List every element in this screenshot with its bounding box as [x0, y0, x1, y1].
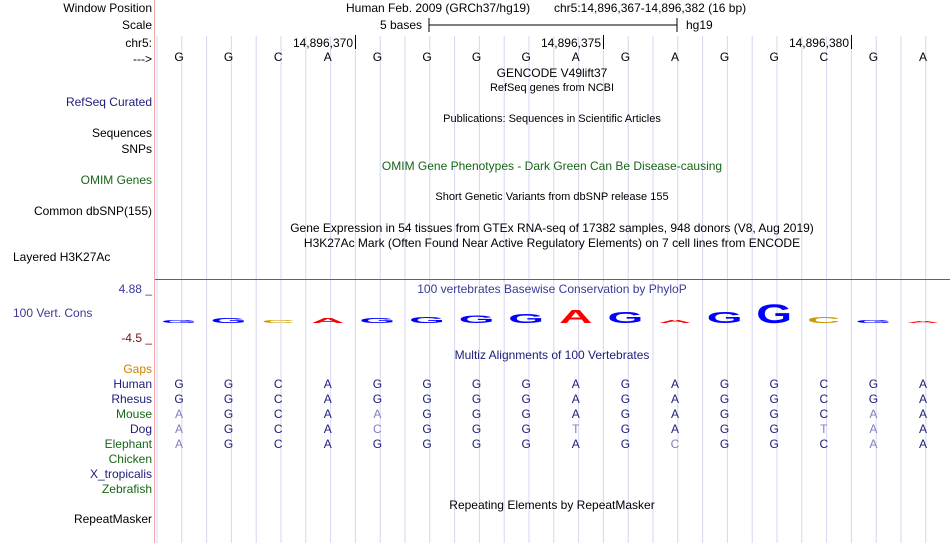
logo-letter: G [210, 316, 247, 325]
logo-letter: C [807, 315, 841, 326]
alignment-base: G [223, 437, 234, 451]
alignment-base: G [521, 392, 531, 406]
species-label-human[interactable]: Human [113, 377, 152, 391]
alignment-base: G [719, 422, 730, 436]
alignment-base: G [174, 392, 184, 406]
alignment-base: G [719, 407, 730, 421]
alignment-base: G [422, 392, 432, 406]
chrom-label: chr5: [125, 36, 152, 50]
alignment-base: C [819, 407, 829, 421]
alignment-base: C [670, 437, 680, 451]
snps-track-label[interactable]: SNPs [121, 142, 152, 156]
alignment-base: A [670, 422, 680, 436]
alignment-base: G [719, 392, 730, 406]
alignment-base: G [769, 392, 779, 406]
alignment-base: A [918, 392, 928, 406]
alignment-base: A [918, 422, 928, 436]
alignment-base: A [670, 392, 680, 406]
species-label-x_tropicalis[interactable]: X_tropicalis [89, 467, 152, 481]
alignment-base: C [819, 377, 829, 391]
logo-letter: G [756, 299, 793, 330]
conservation-logo [155, 298, 950, 334]
alignment-base: A [670, 377, 680, 391]
alignment-base: C [273, 377, 283, 391]
alignment-base: G [521, 407, 531, 421]
alignment-base: C [819, 437, 829, 451]
logo-letter: G [458, 313, 495, 326]
dbsnp-track-title: Short Genetic Variants from dbSNP release 155 [435, 191, 669, 203]
scale-bar-text: 5 bases [380, 18, 423, 32]
alignment-base: G [719, 377, 730, 391]
alignment-base: G [719, 437, 730, 451]
omim-track-label[interactable]: OMIM Genes [80, 173, 152, 187]
reference-base: G [769, 50, 779, 64]
ruler-tick-mark [851, 35, 852, 49]
alignment-base: A [174, 437, 184, 451]
conservation-track-title: 100 vertebrates Basewise Conservation by PhyloP [417, 282, 687, 296]
alignment-base: G [769, 377, 779, 391]
gtex-track-title: Gene Expression in 54 tissues from GTEx RNA-seq of 17382 samples, 948 donors (V8, Aug 2019) [290, 221, 814, 235]
strand-arrow-label[interactable]: ---> [133, 52, 152, 66]
alignment-base: G [620, 422, 631, 436]
cons-min-value: -4.5 _ [121, 331, 152, 345]
alignment-base: G [521, 437, 531, 451]
cons-track-label[interactable]: 100 Vert. Cons [13, 306, 93, 320]
h3k27ac-track-title: H3K27Ac Mark (Often Found Near Active Regulatory Elements) on 7 cell lines from ENCODE [303, 236, 801, 250]
assembly-title: Human Feb. 2009 (GRCh37/hg19) [346, 1, 531, 15]
alignment-base: A [323, 437, 332, 451]
alignment-base: C [819, 392, 829, 406]
alignment-base: A [571, 392, 580, 406]
ruler-tick-label: 14,896,370 [292, 36, 353, 50]
alignment-base: G [223, 377, 234, 391]
alignment-base: G [422, 422, 432, 436]
alignment-base: C [273, 392, 283, 406]
alignment-base: G [620, 377, 631, 391]
alignment-base: T [572, 422, 580, 436]
alignment-base: A [323, 377, 332, 391]
label-divider [154, 0, 155, 543]
alignment-base: G [372, 377, 383, 391]
species-label-mouse[interactable]: Mouse [115, 407, 152, 421]
logo-letter: G [508, 311, 545, 327]
scale-db-text: hg19 [686, 18, 713, 32]
ruler-tick-label: 14,896,380 [788, 36, 849, 50]
reference-base: C [273, 50, 283, 64]
publications-track-title: Publications: Sequences in Scientific Articles [443, 113, 661, 125]
alignment-base: G [471, 392, 482, 406]
track-separator-line [155, 279, 950, 280]
alignment-base: A [918, 437, 928, 451]
alignment-base: A [869, 422, 878, 436]
alignment-base: G [620, 392, 631, 406]
logo-letter: A [906, 320, 940, 324]
alignment-base: C [273, 422, 283, 436]
scale-bar [428, 17, 680, 33]
alignment-base: G [422, 437, 432, 451]
logo-letter: A [559, 306, 593, 328]
reference-base: G [422, 50, 432, 64]
alignment-base: G [471, 377, 482, 391]
species-label-chicken[interactable]: Chicken [108, 452, 152, 466]
alignment-base: G [422, 407, 432, 421]
multiz-track-title: Multiz Alignments of 100 Vertebrates [454, 348, 650, 362]
alignment-base: A [571, 437, 580, 451]
logo-letter: C [261, 319, 295, 324]
alignment-base: C [373, 422, 382, 436]
alignment-base: G [223, 392, 234, 406]
repeatmasker-track-title: Repeating Elements by RepeatMasker [449, 498, 655, 512]
alignment-base: G [372, 392, 383, 406]
logo-letter: G [607, 309, 644, 327]
reference-base: C [819, 50, 829, 64]
alignment-base: G [174, 377, 184, 391]
reference-base: A [670, 50, 680, 64]
reference-base: A [918, 50, 928, 64]
alignment-base: A [571, 377, 580, 391]
gaps-label[interactable]: Gaps [123, 362, 152, 376]
species-label-dog[interactable]: Dog [129, 422, 152, 436]
reference-base: G [372, 50, 383, 64]
alignment-base: T [820, 422, 828, 436]
reference-base: G [521, 50, 531, 64]
reference-base: G [223, 50, 234, 64]
reference-base: G [868, 50, 879, 64]
omim-track-title: OMIM Gene Phenotypes - Dark Green Can Be Disease-causing [381, 159, 723, 173]
alignment-base: G [422, 377, 432, 391]
ruler-tick-mark [603, 35, 604, 49]
dbsnp-track-label[interactable]: Common dbSNP(155) [33, 204, 152, 218]
reference-base: G [620, 50, 631, 64]
refseq-track-label[interactable]: RefSeq Curated [65, 95, 152, 109]
logo-letter: A [658, 319, 692, 324]
alignment-base: A [323, 422, 332, 436]
window-position-text: chr5:14,896,367-14,896,382 (16 bp) [554, 1, 747, 15]
repeatmasker-track-label[interactable]: RepeatMasker [73, 512, 152, 526]
alignment-base: G [769, 437, 779, 451]
alignment-base: A [323, 392, 332, 406]
alignment-base: G [868, 392, 879, 406]
logo-letter: G [855, 319, 892, 324]
alignment-base: G [620, 407, 631, 421]
species-label-rhesus[interactable]: Rhesus [111, 392, 152, 406]
species-label-elephant[interactable]: Elephant [104, 437, 152, 451]
species-label-zebrafish[interactable]: Zebrafish [101, 482, 152, 496]
logo-letter: G [359, 316, 396, 325]
alignment-base: C [273, 437, 283, 451]
alignment-base: A [869, 407, 878, 421]
alignment-base: G [223, 407, 234, 421]
alignment-base: G [521, 377, 531, 391]
reference-base: G [174, 50, 184, 64]
logo-letter: G [706, 309, 743, 327]
alignment-base: G [471, 437, 482, 451]
alignment-base: A [869, 437, 878, 451]
ruler-tick-label: 14,896,375 [540, 36, 601, 50]
reference-base: G [719, 50, 730, 64]
alignment-base: A [174, 422, 184, 436]
alignment-base: A [670, 407, 680, 421]
alignment-base: A [918, 407, 928, 421]
alignment-base: G [471, 422, 482, 436]
alignment-base: C [273, 407, 283, 421]
alignment-base: A [571, 407, 580, 421]
alignment-base: G [769, 422, 779, 436]
ruler-tick-mark [355, 35, 356, 49]
window-position-label: Window Position [63, 1, 152, 15]
alignment-base: G [372, 437, 383, 451]
logo-letter: G [161, 319, 197, 324]
alignment-base: G [223, 422, 234, 436]
alignment-base: G [471, 407, 482, 421]
alignment-base: A [174, 407, 184, 421]
logo-letter: A [311, 316, 345, 325]
sequences-track-label[interactable]: Sequences [91, 126, 152, 140]
alignment-base: G [620, 437, 631, 451]
alignment-base: G [521, 422, 531, 436]
gencode-track-title: GENCODE V49lift37 [496, 66, 608, 80]
alignment-base: A [323, 407, 332, 421]
reference-base: A [323, 50, 332, 64]
h3k27ac-track-label[interactable]: Layered H3K27Ac [13, 250, 111, 264]
logo-letter: G [409, 315, 445, 326]
alignment-base: A [373, 407, 382, 421]
alignment-base: G [769, 407, 779, 421]
refseq-track-title: RefSeq genes from NCBI [489, 82, 615, 94]
scale-label: Scale [121, 18, 152, 32]
alignment-base: G [868, 377, 879, 391]
reference-base: A [571, 50, 580, 64]
cons-max-value: 4.88 _ [118, 282, 152, 296]
reference-base: G [471, 50, 482, 64]
alignment-base: A [918, 377, 928, 391]
